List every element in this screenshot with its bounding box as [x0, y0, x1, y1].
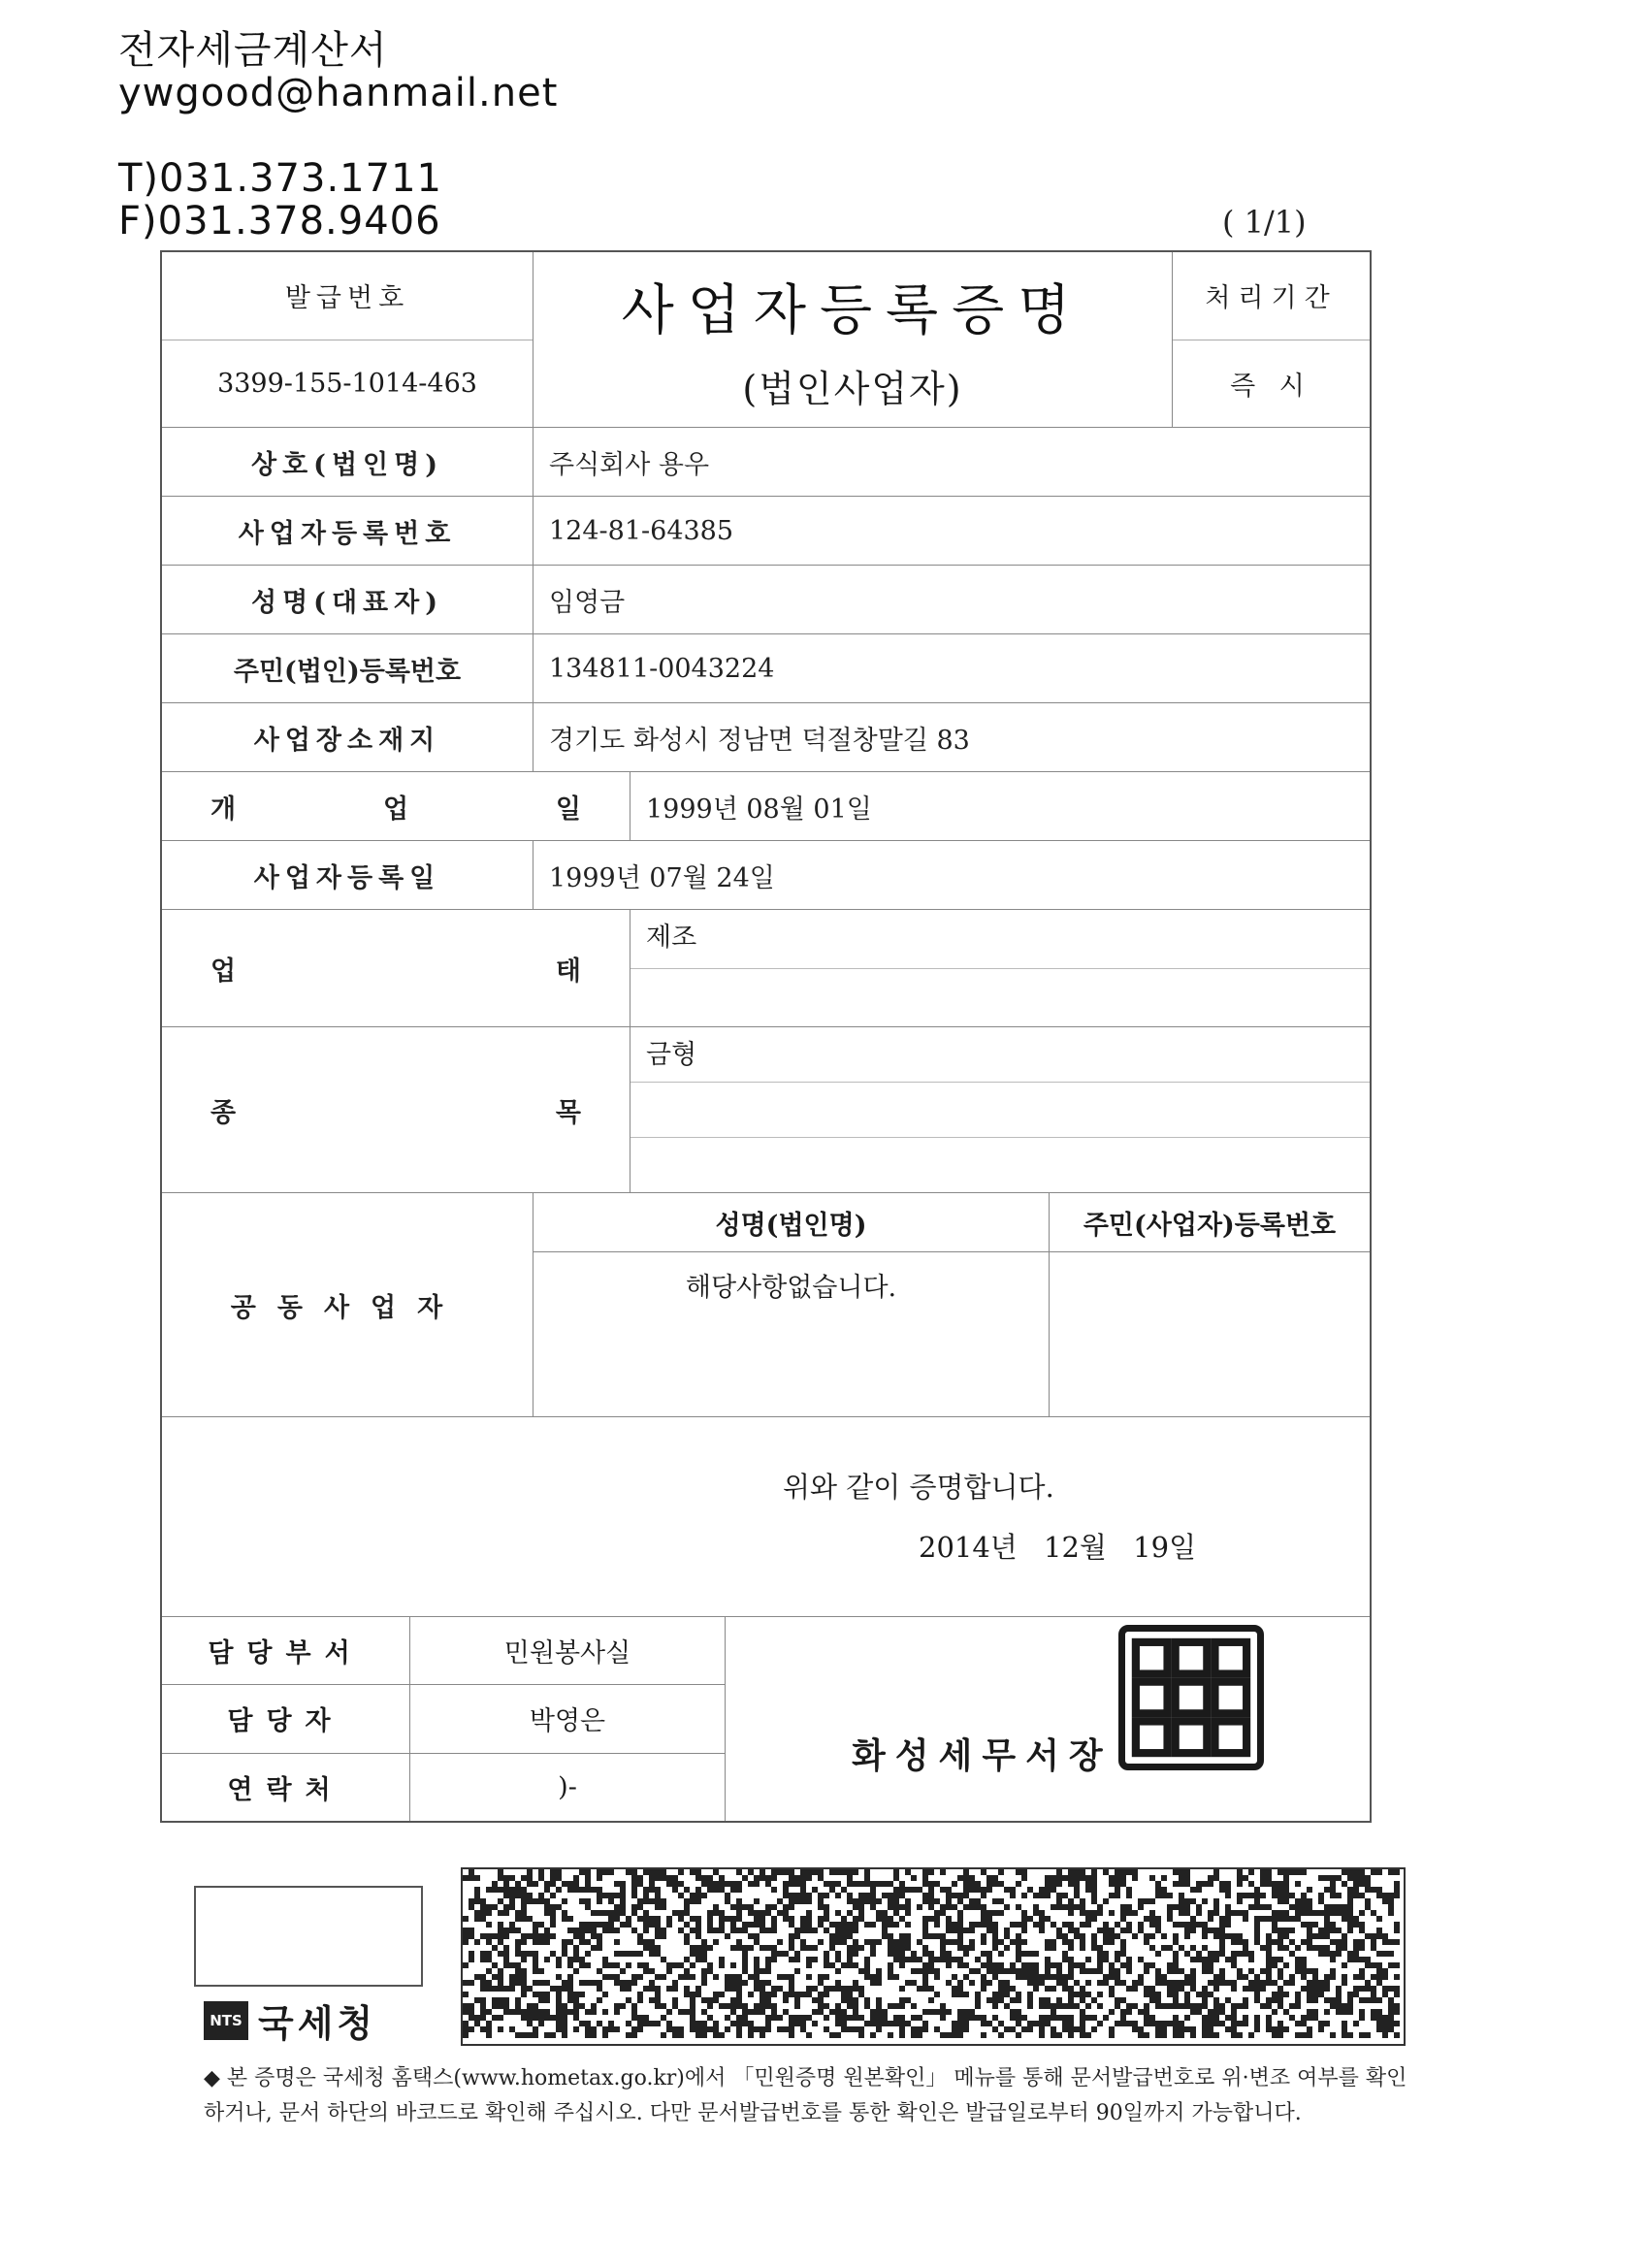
- form-header: [162, 252, 1370, 427]
- contact-row: 연락처 )-: [162, 1753, 725, 1821]
- row-label: 개 업 일: [162, 772, 630, 840]
- header-email: ywgood@hanmail.net: [118, 71, 559, 115]
- row-joint-business: [162, 1192, 1370, 1416]
- certification: [162, 1416, 1370, 1616]
- row-company: [162, 427, 1370, 496]
- footer-note: ◆ 본 증명은 국세청 홈택스(www.hometax.go.kr)에서 「민원증명 원본확인」 메뉴를 통해 문서발급번호로 위·변조 여부를 확인하거나, 문서 하단의 바코드로 확인해 주십시오. 다만 문서발급번호를 통한 확인은 발급일로부터 90일까지 가능합니다.: [204, 2066, 1407, 2125]
- row-label: 상호(법인명): [162, 428, 534, 496]
- row-label: 사업자등록번호: [162, 497, 534, 565]
- row-register-date: [162, 840, 1370, 909]
- joint-col-number: 주민(사업자)등록번호: [1083, 1210, 1337, 1241]
- row-value: 134811-0043224: [549, 653, 775, 684]
- row-business-item: [162, 1026, 1370, 1192]
- header-fax: F)031.378.9406: [118, 199, 441, 243]
- row-label: 사업장소재지: [162, 703, 534, 771]
- row-value: 임영금: [549, 587, 626, 618]
- header-title: 전자세금계산서: [118, 28, 388, 73]
- contact-section: [162, 1616, 1370, 1821]
- contact-row: 담당자 박영은: [162, 1684, 725, 1752]
- row-value: 금형: [646, 1040, 697, 1070]
- nts-logo: [204, 1993, 376, 2047]
- row-label: 성명(대표자): [162, 566, 534, 633]
- row-value: 경기도 화성시 정남면 덕절창말길 83: [549, 725, 970, 756]
- row-label: 주민(법인)등록번호: [162, 634, 534, 702]
- issue-number-label: 발급번호: [162, 252, 533, 340]
- row-address: [162, 702, 1370, 771]
- contact-table: [162, 1617, 726, 1821]
- joint-value: 해당사항없습니다.: [534, 1252, 1050, 1416]
- official-seal-icon: [1118, 1625, 1264, 1770]
- row-value: 주식회사 용우: [549, 449, 710, 480]
- form-subtitle: (법인사업자): [742, 367, 963, 410]
- processing-value: 즉 시: [1230, 371, 1312, 402]
- header-tel: T)031.373.1711: [118, 156, 442, 201]
- row-label: 종 목: [162, 1027, 630, 1192]
- row-label: 공동사업자: [162, 1193, 534, 1416]
- office-name: 화성세무서장: [852, 1735, 1113, 1776]
- form-title: 사업자등록증명: [621, 278, 1084, 342]
- row-value: 124-81-64385: [549, 515, 734, 546]
- row-value: 제조: [646, 923, 697, 953]
- contact-row: 담당부서 민원봉사실: [162, 1617, 725, 1684]
- joint-col-name: 성명(법인명): [534, 1193, 1050, 1251]
- issue-number: 3399-155-1014-463: [217, 368, 477, 399]
- row-corp-number: [162, 633, 1370, 702]
- row-value: 1999년 08월 01일: [646, 794, 872, 825]
- row-label: 사업자등록일: [162, 841, 534, 909]
- row-biz-number: [162, 496, 1370, 565]
- row-representative: [162, 565, 1370, 633]
- row-value: 1999년 07월 24일: [549, 862, 775, 893]
- barcode-2d: [461, 1867, 1406, 2046]
- certificate-form: [160, 250, 1372, 1823]
- row-label: 업 태: [162, 910, 630, 1026]
- agency-name: 국세청: [258, 2002, 377, 2045]
- row-open-date: [162, 771, 1370, 840]
- issue-date: 2014년 12월 19일: [919, 1531, 1197, 1564]
- nts-logo-icon: NTS: [204, 2001, 248, 2040]
- stamp-box: [194, 1886, 423, 1987]
- certify-text: 위와 같이 증명합니다.: [783, 1471, 1054, 1504]
- row-business-type: [162, 909, 1370, 1026]
- processing-label: 처리기간: [1173, 252, 1370, 340]
- page-number: ( 1/1): [1222, 204, 1307, 241]
